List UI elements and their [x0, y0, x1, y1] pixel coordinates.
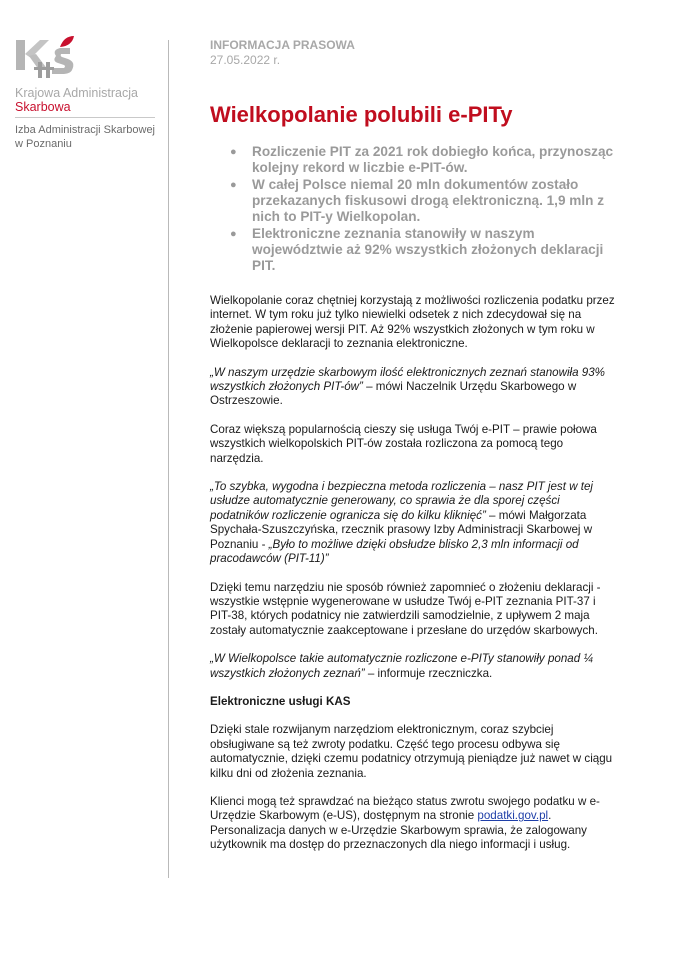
- quote-text: „To szybka, wygodna i bezpieczna metoda rozliczenia – nasz PIT jest w tej usłudze automatycznie generowany, co sprawia że dla sporej części podatników rozliczenie ogranicza się do kilku kliknięć”: [210, 480, 593, 522]
- org-name-line1: Krajowa Administracja: [15, 86, 138, 100]
- quote-paragraph: „W naszym urzędzie skarbowym ilość elektronicznych zeznań stanowiła 93% wszystkich złożonych PIT-ów” – mówi Naczelnik Urzędu Skarbowego w Ostrzeszowie.: [210, 365, 605, 408]
- bullet-icon: ●: [230, 146, 237, 158]
- document-type: INFORMACJA PRASOWA: [210, 38, 355, 52]
- quote-paragraph: „W Wielkopolsce takie automatycznie rozliczone e-PITy stanowiły ponad ¼ wszystkich złożonych zeznań” – informuje rzeczniczka.: [210, 652, 594, 680]
- lead-bullet: ● W całej Polsce niemal 20 mln dokumentów zostało przekazanych fiskusowi drogą elektroniczną. 1,9 mln z nich to PIT-y Wielkopolan.: [230, 177, 605, 224]
- lead-bullet: ● Rozliczenie PIT za 2021 rok dobiegło końca, przynosząc kolejny rekord w liczbie e-PIT-ów.: [230, 144, 614, 175]
- bullet-icon: ●: [230, 228, 237, 240]
- section-heading: Elektroniczne usługi KAS: [210, 694, 351, 708]
- quote-text: „W naszym urzędzie skarbowym ilość elektronicznych zeznań stanowiła 93% wszystkich złożonych PIT-ów”: [210, 365, 605, 394]
- body-paragraph: Dzięki temu narzędziu nie sposób również zapomnieć o złożeniu deklaracji - wszystkie wstępnie wygenerowane w usłudze Twój e-PIT zeznania PIT-37 i PIT-38, których podatnicy nie zatwierdzili samodzielnie, z upływem 2 maja zostały automatycznie zaakceptowane i przesłane do urzędów skarbowych.: [210, 580, 601, 637]
- lead-bullets: [210, 144, 618, 274]
- quote-text: „W Wielkopolsce takie automatycznie rozliczone e-PITy stanowiły ponad ¼ wszystkich złożonych zeznań”: [210, 652, 594, 680]
- body-paragraph: Coraz większą popularnością cieszy się usługa Twój e-PIT – prawie połowa wszystkich wielkopolskich PIT-ów została rozliczona za pomocą tego narzędzia.: [210, 422, 597, 465]
- page-title: Wielkopolanie polubili e-PITy: [210, 102, 513, 127]
- body-paragraph: Wielkopolanie coraz chętniej korzystają z możliwości rozliczenia podatku przez internet. W tym roku już tylko niewielki odsetek z nich zdecydował się na złożenie papierowej wersji PIT. Aż 92% wszystkich złożonych w tym roku w Wielkopolsce deklaracji to zeznania elektroniczne.: [210, 294, 615, 351]
- lead-bullet: ● Elektroniczne zeznania stanowiły w naszym województwie aż 92% wszystkich złożonych deklaracji PIT.: [230, 226, 604, 273]
- quote-paragraph: „To szybka, wygodna i bezpieczna metoda rozliczenia – nasz PIT jest w tej usłudze automatycznie generowany, co sprawia że dla sporej części podatników rozliczenie ogranicza się do kilku kliknięć” – mówi Małgorzata Spychała-Szuszczyńska, rzecznik prasowy Izby Administracji Skarbowej w Poznaniu - „Było to możliwe dzięki obsłudze blisko 2,3 mln informacji od pracodawców (PIT-11)”: [210, 480, 593, 566]
- podatki-link[interactable]: podatki.gov.pl: [477, 809, 549, 823]
- vertical-divider: [168, 40, 169, 878]
- quote-text: „Było to możliwe dzięki obsłudze blisko 2,3 mln informacji od pracodawców (PIT-11)”: [210, 537, 579, 566]
- body-paragraph: Klienci mogą też sprawdzać na bieżąco status zwrotu swojego podatku w e-Urzędzie Skarbowym (e-US), dostępnym na stronie podatki.gov.pl. Personalizacja danych w e-Urzędzie Skarbowym sprawia, że zalogowany użytkownik ma dostęp do przeznaczonych dla niego informacji i usług.: [210, 794, 600, 852]
- sidebar-divider: [15, 117, 155, 118]
- bullet-icon: ●: [230, 179, 237, 191]
- unit-name: Izba Administracji Skarbowej w Poznaniu: [15, 124, 156, 150]
- org-name-line2: Skarbowa: [15, 100, 71, 114]
- press-release: [210, 38, 618, 853]
- body-paragraph: Dzięki stale rozwijanym narzędziom elektronicznym, coraz szybciej obsługiwane są też zwroty podatku. Część tego procesu odbywa się automatycznie, dzięki czemu podatnicy otrzymują pieniądze już nawet w ciągu kilku dni od złożenia zeznania.: [210, 723, 613, 780]
- kas-logo-icon: [14, 34, 80, 82]
- release-date: 27.05.2022 r.: [210, 53, 281, 67]
